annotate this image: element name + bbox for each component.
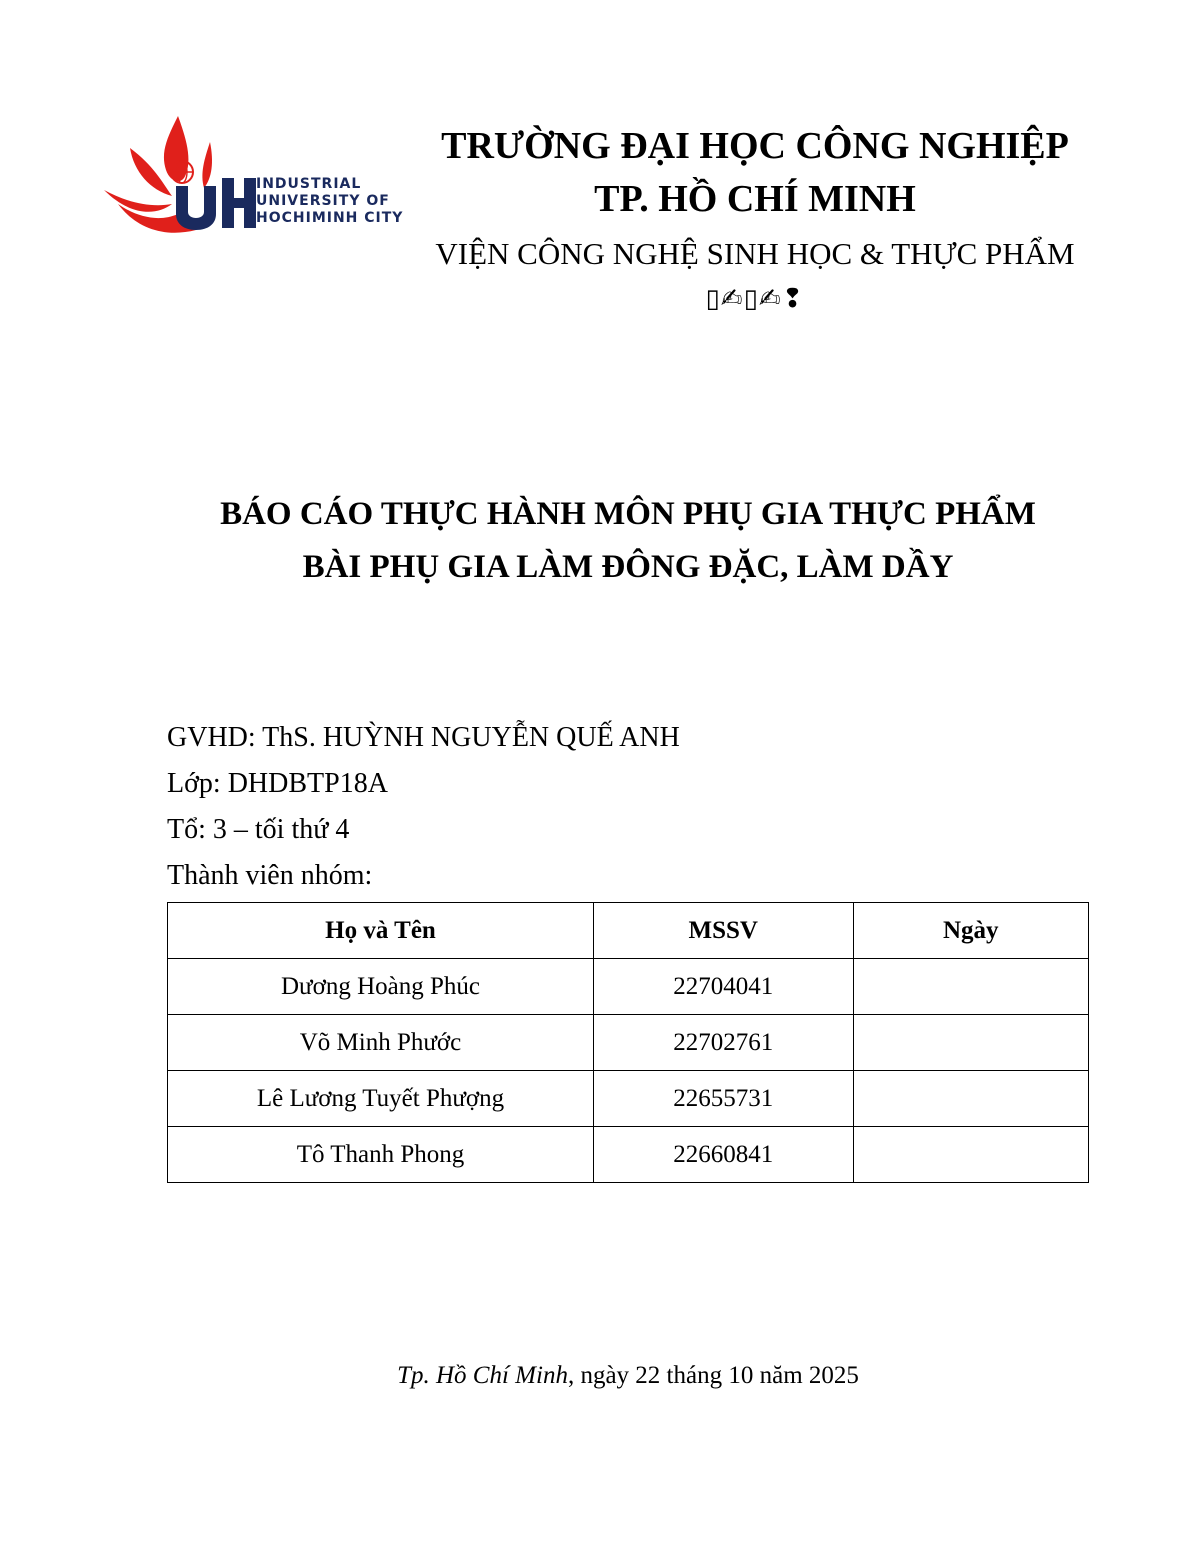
member-name: Dương Hoàng Phúc [168, 959, 594, 1015]
member-mssv: 22660841 [593, 1127, 853, 1183]
university-header [415, 120, 1095, 316]
member-mssv: 22704041 [593, 959, 853, 1015]
report-title-line2: BÀI PHỤ GIA LÀM ĐÔNG ĐẶC, LÀM DẦY [302, 549, 954, 585]
member-date [853, 1127, 1088, 1183]
member-mssv: 22655731 [593, 1071, 853, 1127]
iuh-emblem-icon [100, 112, 260, 244]
table-row [168, 1015, 1089, 1071]
member-date [853, 1015, 1088, 1071]
report-title [100, 488, 1156, 594]
member-name: Lê Lương Tuyết Phượng [168, 1071, 594, 1127]
university-name-line2: TP. HỒ CHÍ MINH [594, 178, 916, 220]
table-header-row [168, 903, 1089, 959]
member-mssv: 22702761 [593, 1015, 853, 1071]
table-row [168, 1071, 1089, 1127]
member-name: Tô Thanh Phong [168, 1127, 594, 1183]
members-label: Thành viên nhóm: [167, 860, 373, 891]
table-row [168, 959, 1089, 1015]
footer-date: , ngày 22 tháng 10 năm 2025 [567, 1362, 859, 1389]
footer-date-line [100, 1356, 1156, 1396]
class-line: Lớp: DHDBTP18A [167, 768, 388, 799]
university-name-line1: TRƯỜNG ĐẠI HỌC CÔNG NGHIỆP [441, 125, 1069, 167]
group-line: Tổ: 3 – tối thứ 4 [167, 814, 350, 845]
header-name: Họ và Tên [168, 903, 594, 959]
members-table [167, 902, 1089, 1183]
institute-name: VIỆN CÔNG NGHỆ SINH HỌC & THỰC PHẨM [435, 236, 1075, 271]
table-row [168, 1127, 1089, 1183]
logo-line-industrial: INDUSTRIAL [256, 176, 362, 192]
decorative-ornament: ▯✍▯✍❢ [705, 284, 805, 314]
member-date [853, 959, 1088, 1015]
report-title-line1: BÁO CÁO THỰC HÀNH MÔN PHỤ GIA THỰC PHẨM [220, 496, 1036, 532]
report-info [167, 715, 680, 899]
member-name: Võ Minh Phước [168, 1015, 594, 1071]
member-date [853, 1071, 1088, 1127]
footer-place: Tp. Hồ Chí Minh [397, 1362, 568, 1389]
logo-line-university: UNIVERSITY OF [256, 193, 390, 209]
instructor-line: GVHD: ThS. HUỲNH NGUYỄN QUẾ ANH [167, 722, 680, 753]
logo-line-city: HOCHIMINH CITY [256, 210, 404, 226]
header-date: Ngày [853, 903, 1088, 959]
header-mssv: MSSV [593, 903, 853, 959]
logo-wordmark [256, 176, 403, 227]
university-logo [100, 112, 410, 244]
